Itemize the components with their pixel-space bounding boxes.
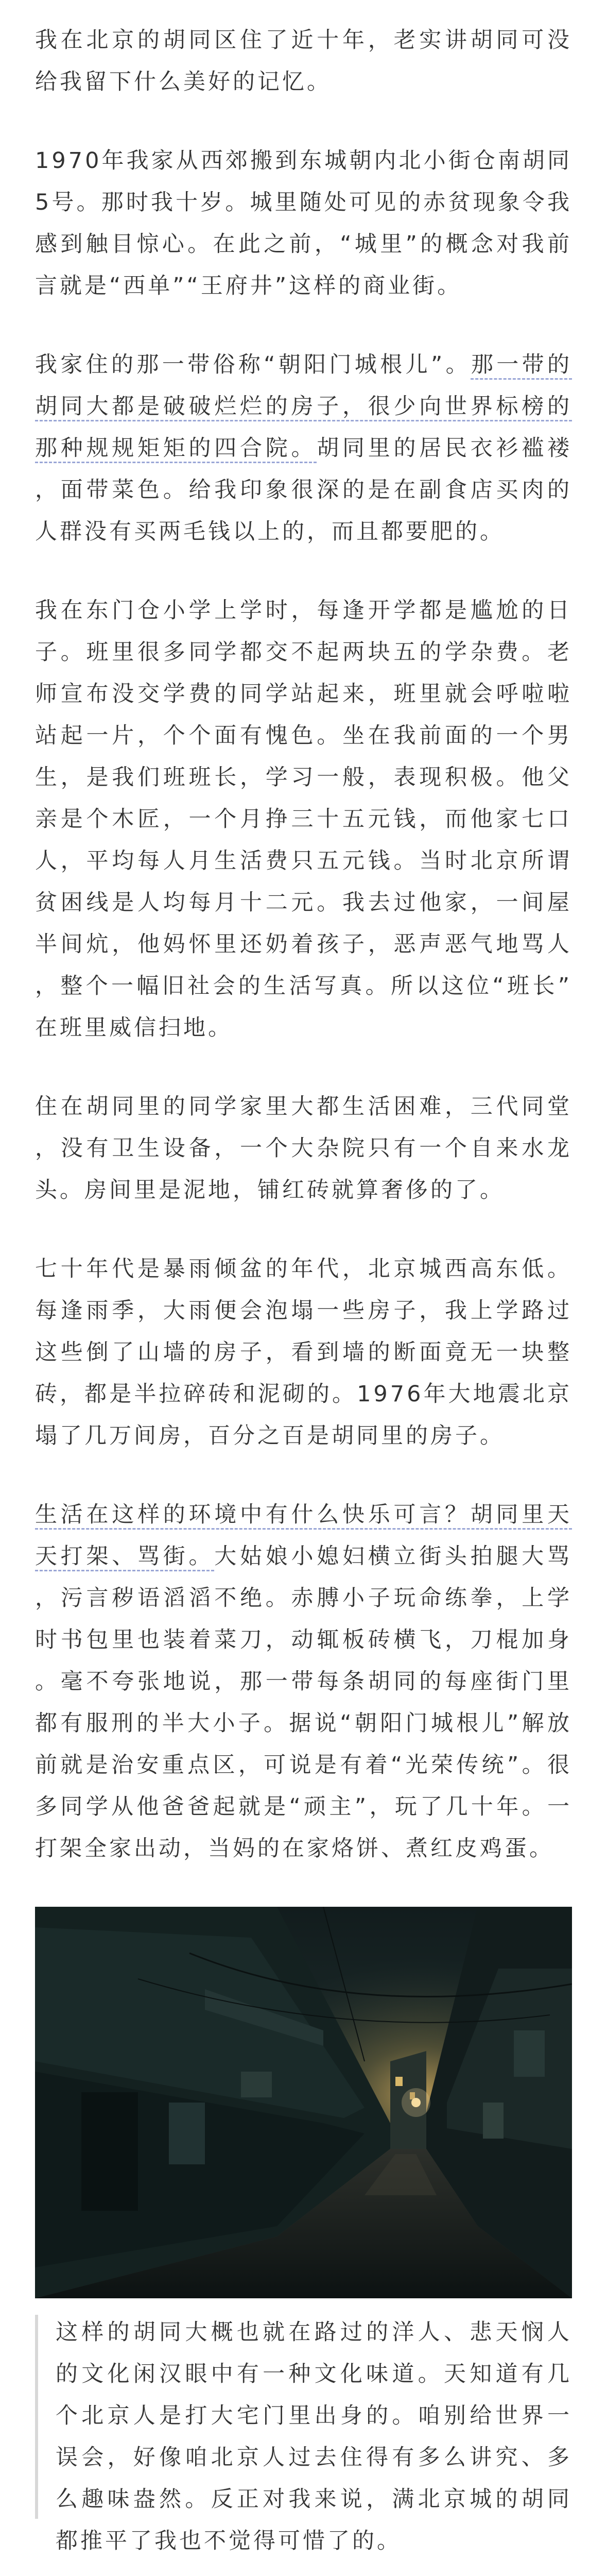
paragraph-text: 胡同里的居民衣衫褴褛，面带菜色。给我印象很深的是在副食店买肉的人群没有买两毛钱以上的，而且都要肥的。 bbox=[35, 435, 572, 545]
paragraph bbox=[35, 140, 572, 307]
paragraph bbox=[35, 1494, 572, 1870]
paragraph bbox=[35, 1248, 572, 1457]
alley-photo bbox=[35, 1907, 572, 2298]
paragraph-text: 七十年代是暴雨倾盆的年代，北京城西高东低。每逢雨季，大雨便会泡塌一些房子，我上学路过这些倒了山墙的房子，看到墙的断面竟无一块整砖，都是半拉碎砖和泥砌的。1976年大地震北京塌了几万间房，百分之百是胡同里的房子。 bbox=[35, 1256, 572, 1449]
paragraph-text: 住在胡同里的同学家里大都生活困难，三代同堂，没有卫生设备，一个大杂院只有一个自来水龙头。房间里是泥地，铺红砖就算奢侈的了。 bbox=[35, 1094, 572, 1203]
article-body bbox=[35, 20, 572, 1870]
paragraph-text: 我在北京的胡同区住了近十年，老实讲胡同可没给我留下什么美好的记忆。 bbox=[35, 27, 572, 95]
caption-text: 这样的胡同大概也就在路过的洋人、悲天悯人的文化闲汉眼中有一种文化味道。天知道有几个北京人是打大宅门里出身的。咱别给世界一误会，好像咱北京人过去住得有多么讲究、多么趣味盎然。反正对我来说，满北京城的胡同都推平了我也不觉得可惜了的。 bbox=[56, 2319, 572, 2554]
paragraph-text: 大姑娘小媳妇横立街头拍腿大骂，污言秽语滔滔不绝。赤膊小子玩命练拳，上学时书包里也装着菜刀，动辄板砖横飞，刀棍加身。毫不夸张地说，那一带每条胡同的每座街门里都有服刑的半大小子。据说“朝阳门城根儿”解放前就是治安重点区，可说是有着“光荣传统”。很多同学从他爸爸起就是“顽主”，玩了几十年。一打架全家出动，当妈的在家烙饼、煮红皮鸡蛋。 bbox=[35, 1544, 572, 1861]
paragraph bbox=[35, 344, 572, 553]
highlighted-text: 生活在这样的环境中有什么快乐可言？胡同里天天打架、骂街。 bbox=[35, 1502, 572, 1569]
paragraph-text: 我家住的那一带俗称“朝阳门城根儿”。 bbox=[35, 352, 471, 378]
highlighted-text: 那一带的胡同大都是破破烂烂的房子，很少向世界标榜的那种规规矩矩的四合院。 bbox=[35, 352, 573, 461]
paragraph-text: 1970年我家从西郊搬到东城朝内北小街仓南胡同5号。那时我十岁。城里随处可见的赤贫现象令我感到触目惊心。在此之前，“城里”的概念对我前言就是“西单”“王府井”这样的商业街。 bbox=[35, 148, 572, 299]
paragraph-text: 我在东门仓小学上学时，每逢开学都是尴尬的日子。班里很多同学都交不起两块五的学杂费。老师宣布没交学费的同学站起来，班里就会呼啦啦站起一片，个个面有愧色。坐在我前面的一个男生，是我们班班长，学习一般，表现积极。他父亲是个木匠，一个月挣三十五元钱，而他家七口人，平均每人月生活费只五元钱。当时北京所谓贫困线是人均每月十二元。我去过他家，一间屋半间炕，他妈怀里还奶着孩子，恶声恶气地骂人，整个一幅旧社会的生活写真。所以这位“班长”在班里威信扫地。 bbox=[35, 598, 572, 1041]
night-alley-image bbox=[35, 1907, 572, 2298]
paragraph bbox=[35, 1086, 572, 1211]
photo-caption bbox=[35, 2312, 572, 2562]
paragraph bbox=[35, 20, 572, 103]
caption-quote-bar bbox=[35, 2315, 38, 2519]
paragraph bbox=[35, 590, 572, 1049]
